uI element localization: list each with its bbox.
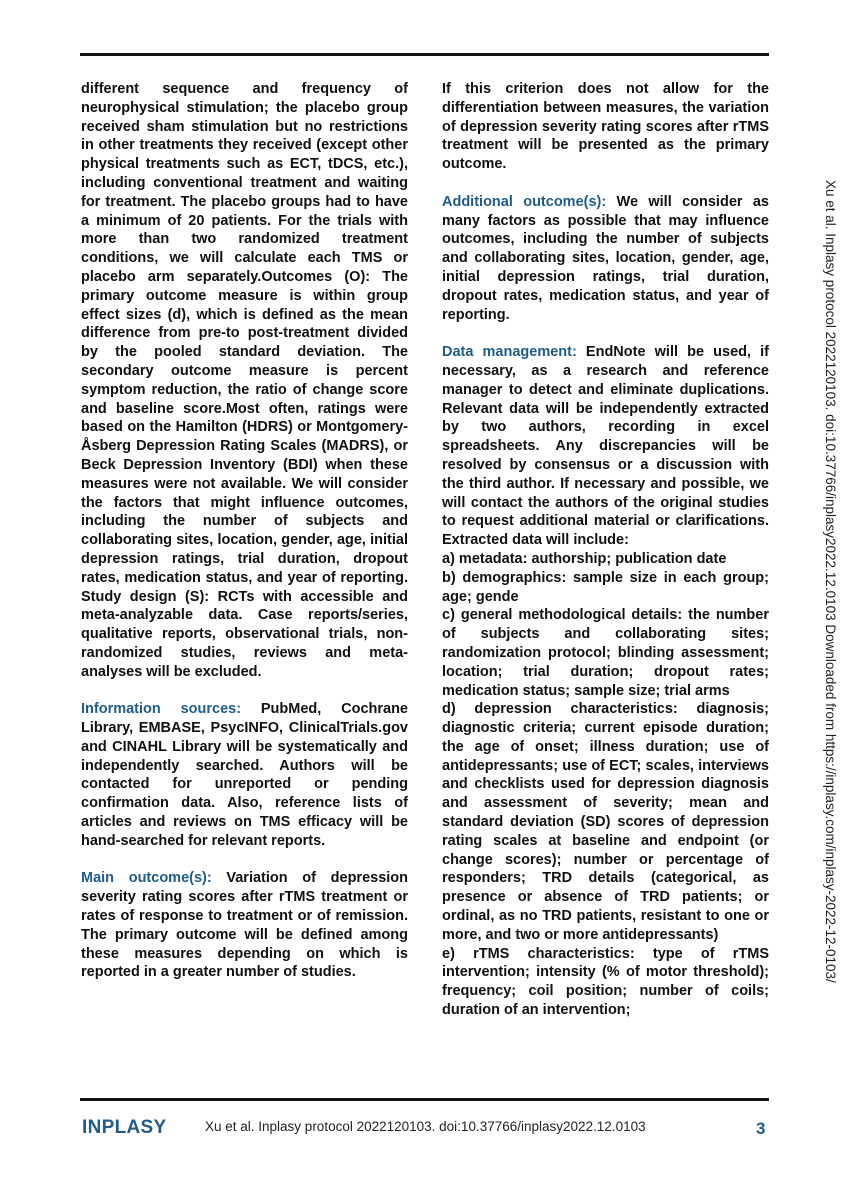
list-item-metadata: a) metadata: authorship; publication date [442, 550, 727, 567]
list-item-methodology: c) general methodological details: the number of subjects and collaborating sites; randomization protocol; blinding assessment; location; trial duration; dropout rates; medication status; sample size; trial arms [442, 607, 769, 699]
list-item-rtms: e) rTMS characteristics: type of rTMS intervention; intensity (% of motor threshold); frequency; coil position; number of coils; duration of an intervention; [442, 945, 769, 1019]
footer-citation: Xu et al. Inplasy protocol 2022120103. doi:10.37766/inplasy2022.12.0103 [205, 1119, 646, 1134]
main-outcomes-text: Variation of depression severity rating scores after rTMS treatment or rates of response to treatment or of remission. The primary outcome will be defined among these measures depending on which is reported in a greater number of studies. [81, 870, 409, 981]
information-sources-section [81, 700, 408, 850]
data-management-text: EndNote will be used, if necessary, as a research and reference manager to detect and eliminate duplications. Relevant data will be independently extracted by two authors, recording in excel spreadsheets. Any discrepancies will be resolved by consensus or a discussion with the third author. If necessary and possible, we will contact the authors of the original studies to request additional material or clarifications. Extracted data will include: [442, 344, 769, 549]
additional-outcomes-heading: Additional outcome(s): [442, 193, 607, 210]
data-management-intro [442, 343, 769, 550]
data-management-heading: Data management: [442, 344, 577, 361]
list-item-depression: d) depression characteristics: diagnosis; diagnostic criteria; current episode duration; the age of onset; illness duration; use of antidepressants; use of ECT; scales, interviews and checklists used for depression diagnosis and assessment of severity; mean and standard deviation (SD) scores of depression rating scales at baseline and endpoint (or change scores); number or percentage of responders; TRD details (categorical, as presence or absence of TRD patients; or ordinal, as no TRD patients, resistant to one or more, and two or more antidepressants) [442, 701, 769, 943]
top-rule [80, 53, 769, 56]
left-column [81, 80, 408, 1001]
additional-outcomes-text: We will consider as many factors as possible that may influence outcomes, including the number of subjects and collaborating sites, location, gender, age, initial depression ratings, trial duration, dropout rates, medication status, and year of reporting. [442, 193, 769, 323]
additional-outcomes-section [442, 193, 769, 325]
left-paragraph: different sequence and frequency of neurophysical stimulation; the placebo group received sham stimulation but no restrictions in other treatments they received (except other physical treatments such as ECT, tDCS, etc.), including conventional treatment and waiting for treatment. The placebo groups had to have a minimum of 20 patients. For the trials with more than two randomized treatment conditions, we will calculate each TMS or placebo arm separately.Outcomes (O): The primary outcome measure is within group effect sizes (d), which is defined as the mean difference from pre-to post-treatment divided by the pooled standard deviation. The secondary outcome measure is percent symptom reduction, the ratio of change score and baseline score.Most often, ratings were based on the Hamilton (HDRS) or Montgomery-Åsberg Depression Rating Scales (MADRS), or Beck Depression Inventory (BDI) when these measures were not available. We will consider the factors that might influence outcomes, including the number of subjects and collaborating sites, location, gender, age, initial depression ratings, trial duration, dropout rates, medication status, and year of reporting. Study design (S): RCTs with accessible and meta-analyzable data. Case reports/series, qualitative reports, observational trials, non-randomized studies, reviews and meta-analyses will be excluded. [81, 81, 408, 680]
right-paragraph: If this criterion does not allow for the differentiation between measures, the variation of depression severity rating scores after rTMS treatment will be presented as the primary outcome. [442, 81, 769, 173]
data-management-section [442, 343, 769, 1020]
information-sources-text: PubMed, Cochrane Library, EMBASE, PsycINFO, ClinicalTrials.gov and CINAHL Library will be systematically and independently searched. Authors will be contacted for unreported or pending confirmation data. Also, reference lists of articles and reviews on TMS efficacy will be hand-searched for relevant reports. [81, 701, 408, 849]
main-outcomes-heading: Main outcome(s): [81, 870, 212, 887]
side-download-note [823, 180, 838, 1060]
page-number: 3 [756, 1119, 766, 1138]
bottom-rule [80, 1098, 769, 1101]
right-column [442, 80, 769, 1020]
main-outcomes-section [81, 869, 408, 982]
list-item-demographics: b) demographics: sample size in each group; age; gende [442, 569, 769, 605]
footer-brand: INPLASY [82, 1117, 167, 1138]
side-download-text: Xu et al. Inplasy protocol 2022120103. doi:10.37766/inplasy2022.12.0103 Downloaded from https://inplasy.com/inplasy-2022-12-0103/ [823, 180, 838, 983]
information-sources-heading: Information sources: [81, 701, 242, 718]
